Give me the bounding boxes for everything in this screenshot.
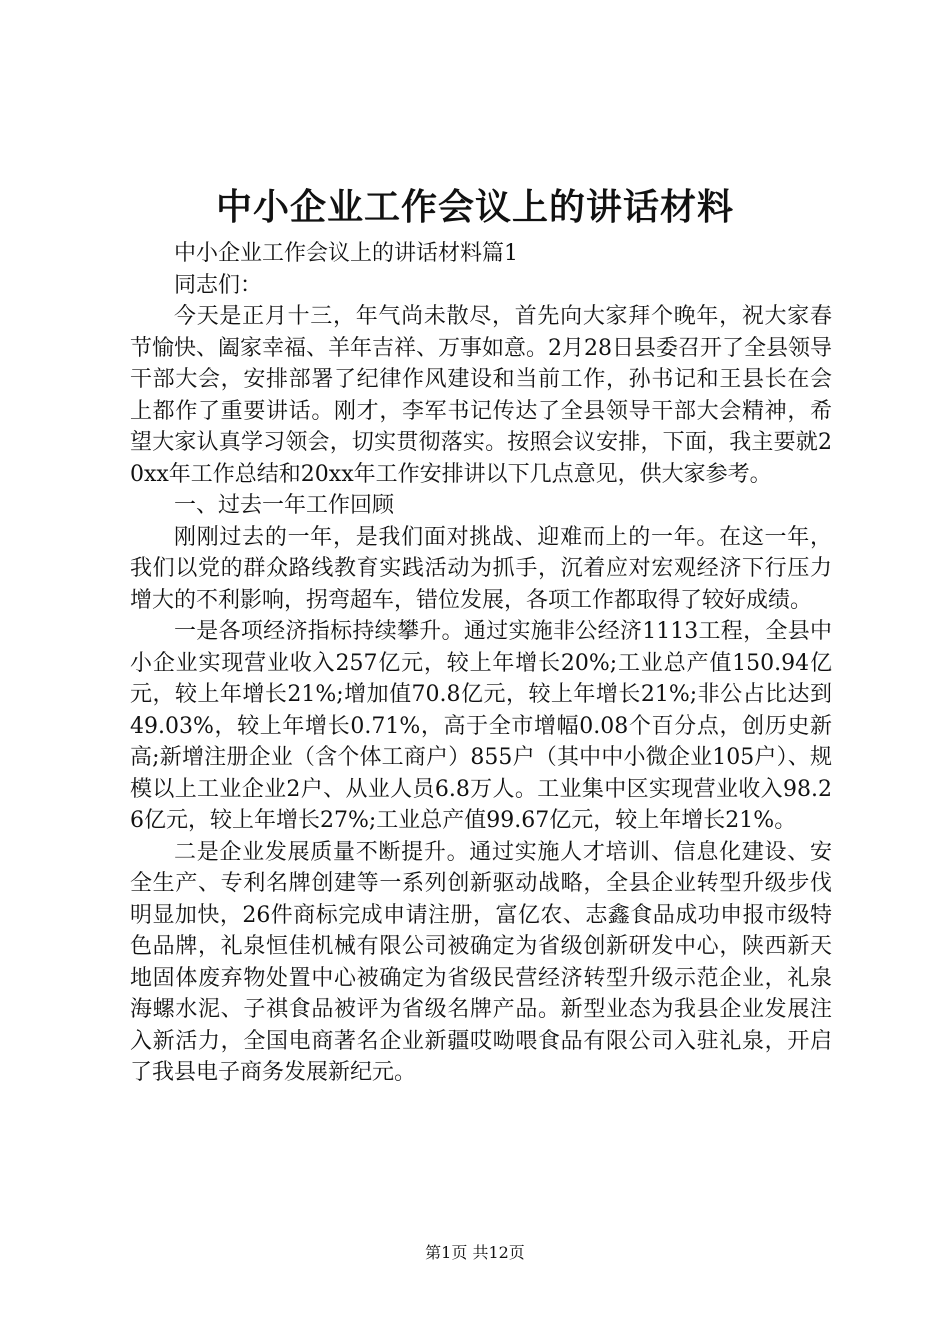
paragraph-opening: 今天是正月十三，年气尚未散尽，首先向大家拜个晚年，祝大家春节愉快、阖家幸福、羊年吉祥、万事如意。2月28日县委召开了全县领导干部大会，安排部署了纪律作风建设和当前工作，孙书记和王县长在会上都作了重要讲话。刚才，李军书记传达了全县领导干部大会精神，希望大家认真学习领会，切实贯彻落实。按照会议安排，下面，我主要就20xx年工作总结和20xx年工作安排讲以下几点意见，供大家参考。 [130,304,832,487]
paragraph-review-summary: 刚刚过去的一年，是我们面对挑战、迎难而上的一年。在这一年，我们以党的群众路线教育实践活动为抓手，沉着应对宏观经济下行压力增大的不利影响，拐弯超车，错位发展，各项工作都取得了较好成绩。 [130,524,832,613]
salutation: 同志们： [174,272,263,298]
section-heading-review: 一、过去一年工作回顾 [174,493,395,518]
page-number: 第1页 共12页 [425,1243,525,1262]
paragraph-economic-indicators: 一是各项经济指标持续攀升。通过实施非公经济1113工程，全县中小企业实现营业收入257亿元，较上年增长20%;工业总产值150.94亿元，较上年增长21%;增加值70.8亿元，较上年增长21%;非公占比达到49.03%，较上年增长0.71%，高于全市增幅0.08个百分点，创历史新高;新增注册企业（含个体工商户）855户（其中中小微企业105户）、规模以上工业企业2户、从业人员6.8万人。工业集中区实现营业收入98.26亿元，较上年增长27%;工业总产值99.67亿元，较上年增长21%。 [130,619,832,833]
document-title: 中小企业工作会议上的讲话材料 [215,186,734,228]
document-body [130,238,832,1089]
section-heading: 中小企业工作会议上的讲话材料篇1 [174,241,518,266]
paragraph-development-quality: 二是企业发展质量不断提升。通过实施人才培训、信息化建设、安全生产、专利名牌创建等一系列创新驱动战略，全县企业转型升级步伐明显加快，26件商标完成申请注册，富亿农、志鑫食品成功申报市级特色品牌，礼泉恒佳机械有限公司被确定为省级创新研发中心，陕西新天地固体废弃物处置中心被确定为省级民营经济转型升级示范企业，礼泉海螺水泥、子祺食品被评为省级名牌产品。新型业态为我县企业发展注入新活力，全国电商著名企业新疆哎呦喂食品有限公司入驻礼泉，开启了我县电子商务发展新纪元。 [130,839,832,1085]
